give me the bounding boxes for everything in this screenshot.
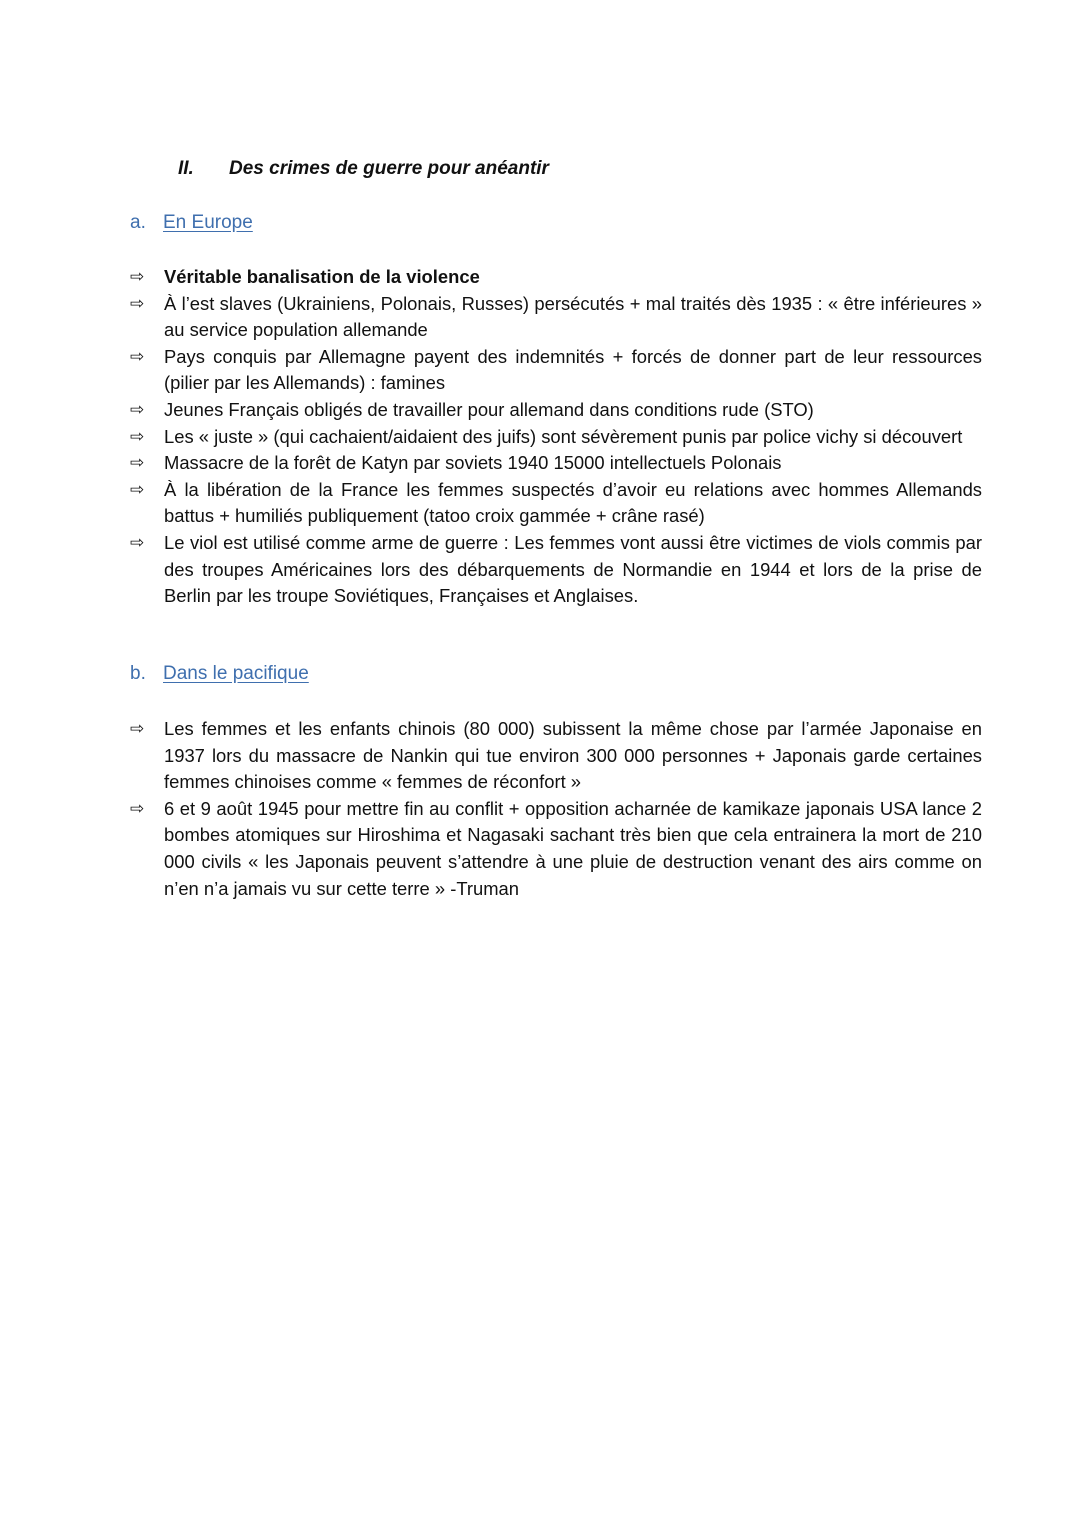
- outline-right-arrow-icon: ⇨: [130, 293, 145, 314]
- list-item: [130, 530, 982, 610]
- list-item: [130, 344, 982, 397]
- subsection-heading-pacifique: [130, 663, 309, 685]
- list-item: [130, 450, 982, 477]
- subsection-title: En Europe: [163, 212, 253, 233]
- subsection-letter: b.: [130, 663, 146, 684]
- list-item: [130, 397, 982, 424]
- outline-right-arrow-icon: ⇨: [130, 798, 145, 819]
- list-item-text: 6 et 9 août 1945 pour mettre fin au conflit + opposition acharnée de kamikaze japonais USA lance 2 bombes atomiques sur Hiroshima et Nagasaki sachant très bien que cela entrainera la mort de 210 000 civils « les Japonais peuvent s’attendre à une pluie de destruction venant des airs comme on n’en n’a jamais vu sur cette terre » -Truman: [164, 797, 982, 899]
- list-item: [130, 716, 982, 796]
- list-item-text: À la libération de la France les femmes suspectés d’avoir eu relations avec hommes Allemands battus + humiliés publiquement (tatoo croix gammée + crâne rasé): [164, 478, 982, 527]
- subsection-letter: a.: [130, 212, 146, 233]
- list-item-text: Pays conquis par Allemagne payent des indemnités + forcés de donner part de leur ressources (pilier par les Allemands) : famines: [164, 345, 982, 394]
- list-item-text: Massacre de la forêt de Katyn par soviets 1940 15000 intellectuels Polonais: [164, 452, 782, 474]
- list-item-text: Les « juste » (qui cachaient/aidaient des juifs) sont sévèrement punis par police vichy si découvert: [164, 425, 963, 447]
- section-number: II.: [178, 158, 194, 179]
- section-title: Des crimes de guerre pour anéantir: [229, 158, 549, 179]
- outline-right-arrow-icon: ⇨: [130, 399, 145, 420]
- outline-right-arrow-icon: ⇨: [130, 346, 145, 367]
- subsection-heading-europe: [130, 212, 253, 234]
- list-item: [130, 264, 982, 291]
- outline-right-arrow-icon: ⇨: [130, 267, 145, 287]
- outline-right-arrow-icon: ⇨: [130, 532, 145, 553]
- list-item: [130, 424, 982, 451]
- list-item-text: Jeunes Français obligés de travailler pour allemand dans conditions rude (STO): [164, 398, 814, 420]
- list-item: [130, 477, 982, 530]
- section-heading: [178, 158, 549, 180]
- bullet-list-pacifique: [130, 716, 982, 902]
- outline-right-arrow-icon: ⇨: [130, 719, 145, 739]
- bullet-list-europe: [130, 264, 982, 610]
- subsection-title: Dans le pacifique: [163, 663, 309, 684]
- list-item-text: Le viol est utilisé comme arme de guerre : Les femmes vont aussi être victimes de viols commis par des troupes Américaines lors des débarquements de Normandie en 1944 et lors de la prise de Berlin par les troupe Soviétiques, Françaises et Anglaises.: [164, 531, 982, 607]
- list-item-text: Les femmes et les enfants chinois (80 000) subissent la même chose par l’armée Japonaise en 1937 lors du massacre de Nankin qui tue environ 300 000 personnes + Japonais garde certaines femmes chinoises comme « femmes de réconfort »: [164, 718, 982, 793]
- list-item-text: Véritable banalisation de la violence: [164, 266, 480, 287]
- list-item-text: À l’est slaves (Ukrainiens, Polonais, Russes) persécutés + mal traités dès 1935 : « être inférieures » au service population allemande: [164, 292, 982, 341]
- outline-right-arrow-icon: ⇨: [130, 453, 145, 474]
- outline-right-arrow-icon: ⇨: [130, 479, 145, 500]
- list-item: [130, 291, 982, 344]
- outline-right-arrow-icon: ⇨: [130, 426, 145, 447]
- list-item: [130, 796, 982, 902]
